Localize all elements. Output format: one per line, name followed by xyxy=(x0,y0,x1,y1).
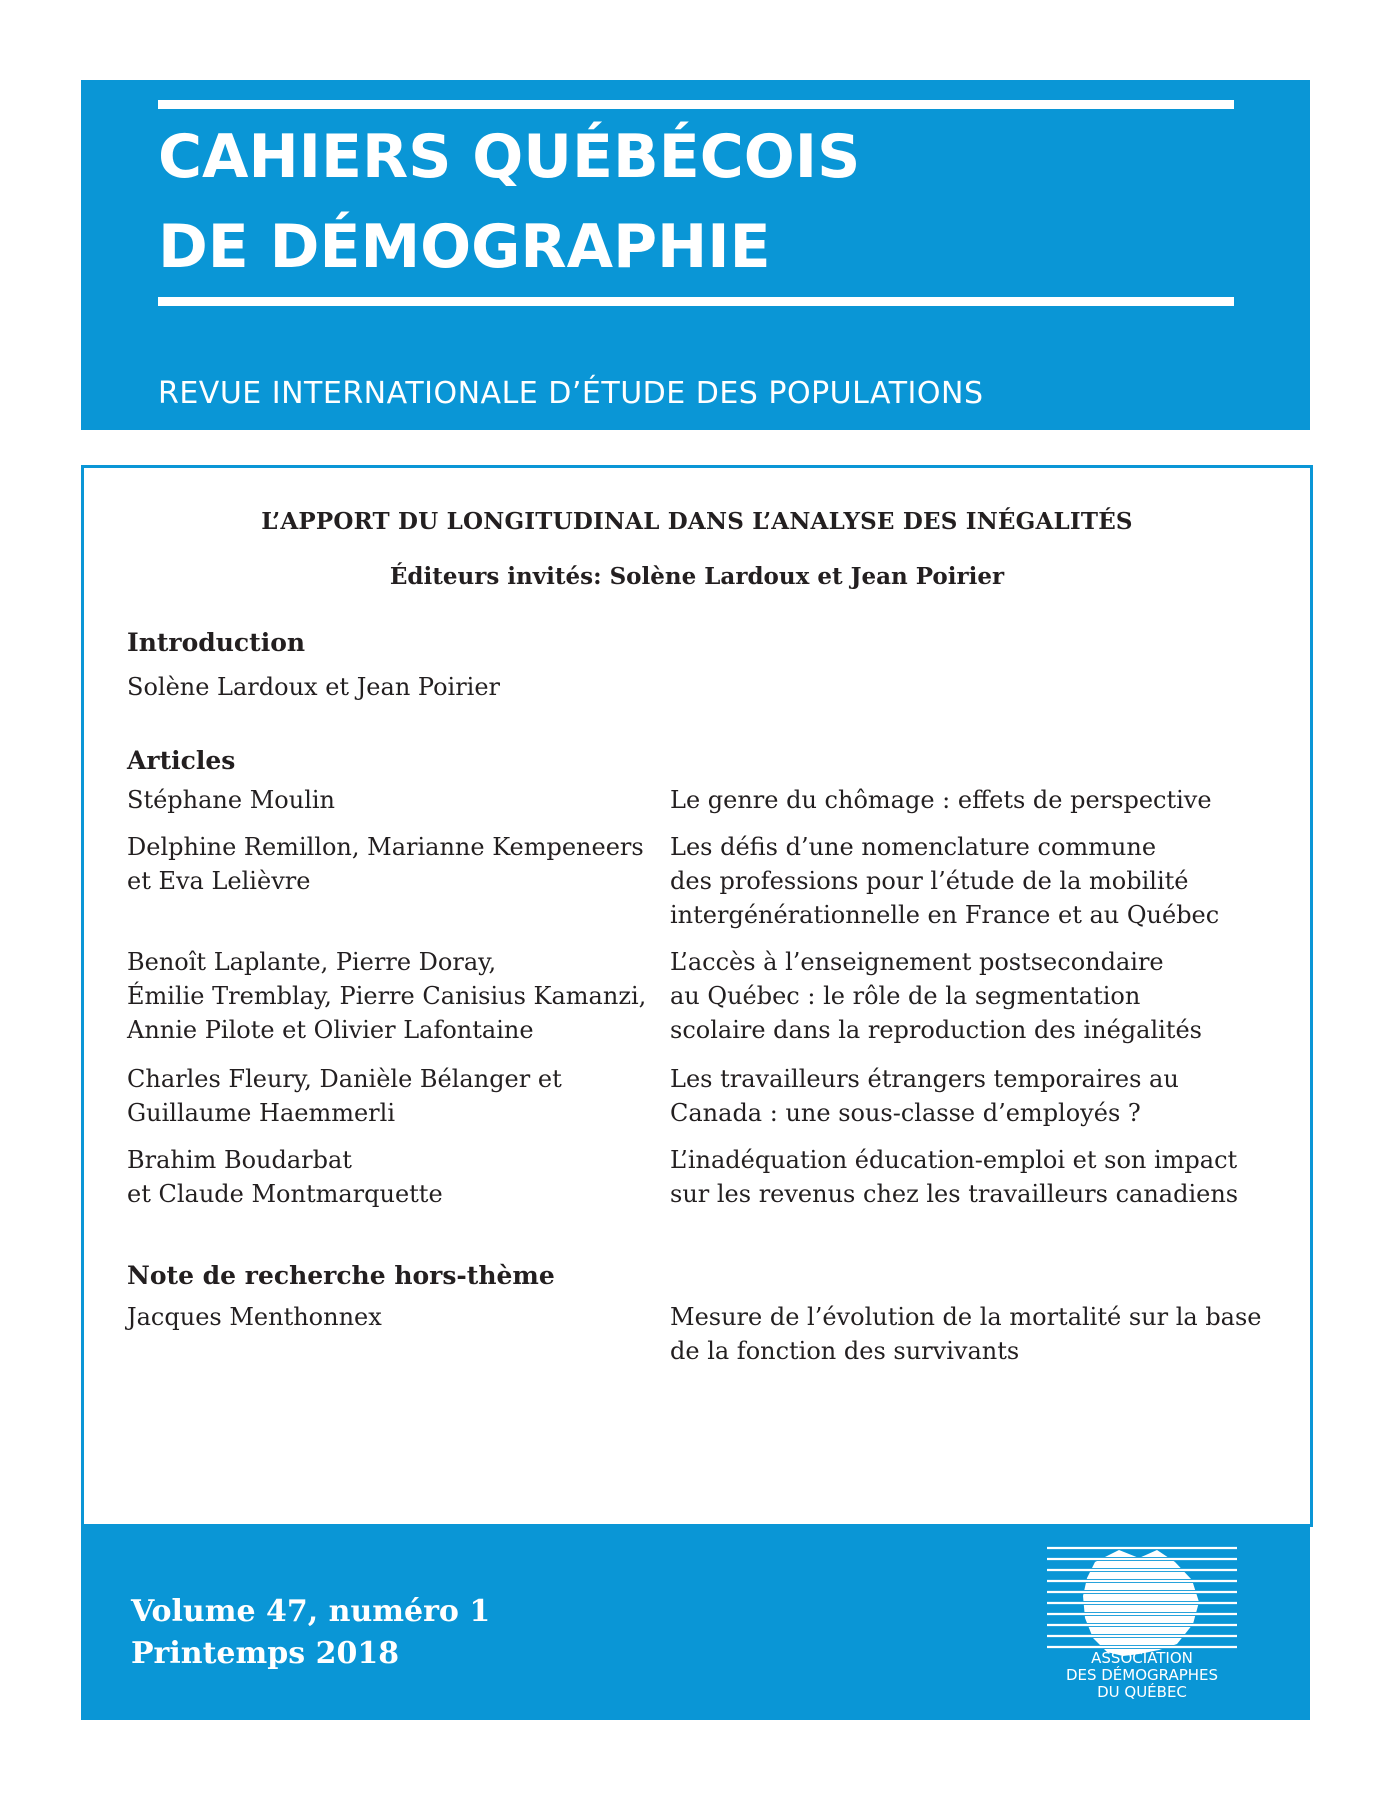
article-5-title-line-2: sur les revenus chez les travailleurs canadiens xyxy=(670,1180,1239,1208)
journal-title-line-1: CAHIERS QUÉBÉCOIS xyxy=(158,122,861,192)
journal-subtitle: REVUE INTERNATIONALE D’ÉTUDE DES POPULATIONS xyxy=(158,376,984,411)
article-1-title-line-1: Le genre du chômage : effets de perspective xyxy=(670,786,1212,814)
article-4-authors-line-1: Charles Fleury, Danièle Bélanger et xyxy=(127,1065,562,1093)
article-5-authors-line-2: et Claude Montmarquette xyxy=(127,1180,443,1208)
note-heading: Note de recherche hors-thème xyxy=(127,1261,555,1290)
introduction-heading: Introduction xyxy=(127,628,306,657)
article-5-title-line-1: L’inadéquation éducation-emploi et son impact xyxy=(670,1146,1238,1174)
header-rule-top xyxy=(158,100,1234,109)
table-of-contents xyxy=(81,465,1313,1527)
articles-heading: Articles xyxy=(127,746,236,775)
association-name-line-2: DES DÉMOGRAPHES xyxy=(1065,1666,1219,1684)
article-2-title-line-1: Les défis d’une nomenclature commune xyxy=(670,833,1157,861)
article-1-authors-line-1: Stéphane Moulin xyxy=(127,786,335,814)
journal-header xyxy=(81,80,1310,430)
article-2-authors-line-2: et Eva Lelièvre xyxy=(127,867,311,895)
article-3-title-line-2: au Québec : le rôle de la segmentation xyxy=(670,982,1141,1010)
association-name-line-3: DU QUÉBEC xyxy=(1097,1683,1187,1701)
issue-theme: L’APPORT DU LONGITUDINAL DANS L’ANALYSE DES INÉGALITÉS xyxy=(261,508,1133,535)
article-3-title-line-1: L’accès à l’enseignement postsecondaire xyxy=(670,948,1164,976)
article-3-authors-line-2: Émilie Tremblay, Pierre Canisius Kamanzi, xyxy=(127,982,647,1010)
article-5-authors-line-1: Brahim Boudarbat xyxy=(127,1146,352,1174)
issue-season: Printemps 2018 xyxy=(131,1636,400,1671)
note-title-line-1: Mesure de l’évolution de la mortalité sur la base xyxy=(670,1303,1262,1331)
note-authors-line-1: Jacques Menthonnex xyxy=(127,1303,382,1331)
journal-title-line-2: DE DÉMOGRAPHIE xyxy=(158,212,771,282)
article-4-title-line-2: Canada : une sous-classe d’employés ? xyxy=(670,1099,1141,1127)
article-4-title-line-1: Les travailleurs étrangers temporaires au xyxy=(670,1065,1179,1093)
association-name xyxy=(1032,1650,1252,1701)
article-2-authors-line-1: Delphine Remillon, Marianne Kempeneers xyxy=(127,833,644,861)
article-3-title-line-3: scolaire dans la reproduction des inégalités xyxy=(670,1016,1202,1044)
introduction-authors: Solène Lardoux et Jean Poirier xyxy=(127,673,501,701)
article-2-title-line-2: des professions pour l’étude de la mobilité xyxy=(670,867,1189,895)
article-3-authors-line-3: Annie Pilote et Olivier Lafontaine xyxy=(127,1016,534,1044)
note-title-line-2: de la fonction des survivants xyxy=(670,1337,1020,1365)
association-name-line-1: ASSOCIATION xyxy=(1091,1649,1193,1667)
article-2-title-line-3: intergénérationnelle en France et au Québec xyxy=(670,901,1220,929)
guest-editors: Éditeurs invités: Solène Lardoux et Jean Poirier xyxy=(389,563,1005,590)
volume-number: Volume 47, numéro 1 xyxy=(131,1594,491,1629)
issue-footer xyxy=(81,1524,1310,1720)
article-4-authors-line-2: Guillaume Haemmerli xyxy=(127,1099,395,1127)
header-rule-bottom xyxy=(158,297,1234,306)
article-3-authors-line-1: Benoît Laplante, Pierre Doray, xyxy=(127,948,497,976)
